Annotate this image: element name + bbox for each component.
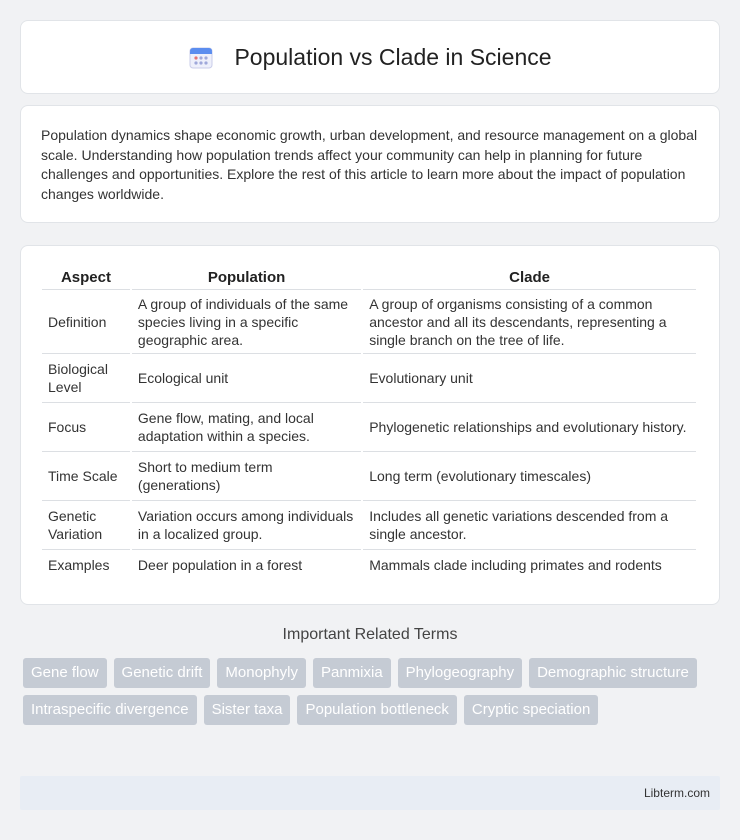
row-population: Short to medium term (generations) [132, 452, 361, 501]
table-row [42, 354, 696, 403]
row-clade: Includes all genetic variations descended from a single ancestor. [363, 501, 696, 550]
tag-monophyly[interactable]: Monophyly [217, 658, 306, 688]
related-terms-title: Important Related Terms [282, 626, 458, 643]
row-population: Variation occurs among individuals in a localized group. [132, 501, 361, 550]
row-clade: Long term (evolutionary timescales) [363, 452, 696, 501]
table-row [42, 550, 696, 580]
tag-cryptic-speciation[interactable]: Cryptic speciation [464, 695, 598, 725]
row-clade: A group of organisms consisting of a common ancestor and all its descendants, representing a single branch on the tree of life. [363, 290, 696, 354]
page-title-text: Population vs Clade in Science [234, 43, 552, 70]
comparison-card [20, 245, 720, 605]
table-row [42, 290, 696, 354]
row-clade: Mammals clade including primates and rodents [369, 557, 662, 573]
page-title [188, 44, 551, 71]
row-aspect: Time Scale [42, 452, 130, 501]
intro-card [20, 105, 720, 223]
row-aspect: Biological Level [42, 354, 130, 403]
title-card [20, 20, 720, 94]
related-terms-list [23, 658, 723, 725]
calendar-icon [188, 44, 214, 70]
header-clade: Clade [363, 266, 696, 290]
header-aspect: Aspect [42, 266, 130, 290]
tag-sister-taxa[interactable]: Sister taxa [204, 695, 291, 725]
row-aspect: Definition [42, 290, 130, 354]
table-row [42, 501, 696, 550]
header-population: Population [132, 266, 361, 290]
row-population: Deer population in a forest [137, 557, 303, 573]
row-population: Gene flow, mating, and local adaptation within a species. [132, 403, 361, 452]
row-clade: Phylogenetic relationships and evolutionary history. [363, 403, 696, 452]
intro-text: Population dynamics shape economic growth, urban development, and resource management on a global scale. Understanding how population trends affect your community can help in planning for future challenges and opportunities. Explore the rest of this article to learn more about the impact of population changes worldwide. [41, 127, 698, 202]
tag-genetic-drift[interactable]: Genetic drift [114, 658, 211, 688]
table-header-row [42, 266, 696, 290]
row-aspect: Focus [42, 403, 130, 452]
comparison-table [40, 266, 698, 580]
tag-panmixia[interactable]: Panmixia [313, 658, 391, 688]
tag-demographic-structure[interactable]: Demographic structure [529, 658, 697, 688]
row-aspect: Genetic Variation [42, 501, 130, 550]
row-aspect: Examples [48, 557, 110, 573]
table-row [42, 452, 696, 501]
tag-phylogeography[interactable]: Phylogeography [398, 658, 522, 688]
footer-brand[interactable]: Libterm.com [643, 786, 710, 800]
row-clade: Evolutionary unit [363, 354, 696, 403]
footer [20, 776, 720, 810]
tag-intraspecific-divergence[interactable]: Intraspecific divergence [23, 695, 197, 725]
tag-population-bottleneck[interactable]: Population bottleneck [297, 695, 456, 725]
tag-gene-flow[interactable]: Gene flow [23, 658, 107, 688]
row-population: A group of individuals of the same species living in a specific geographic area. [132, 290, 361, 354]
row-population: Ecological unit [132, 354, 361, 403]
table-row [42, 403, 696, 452]
